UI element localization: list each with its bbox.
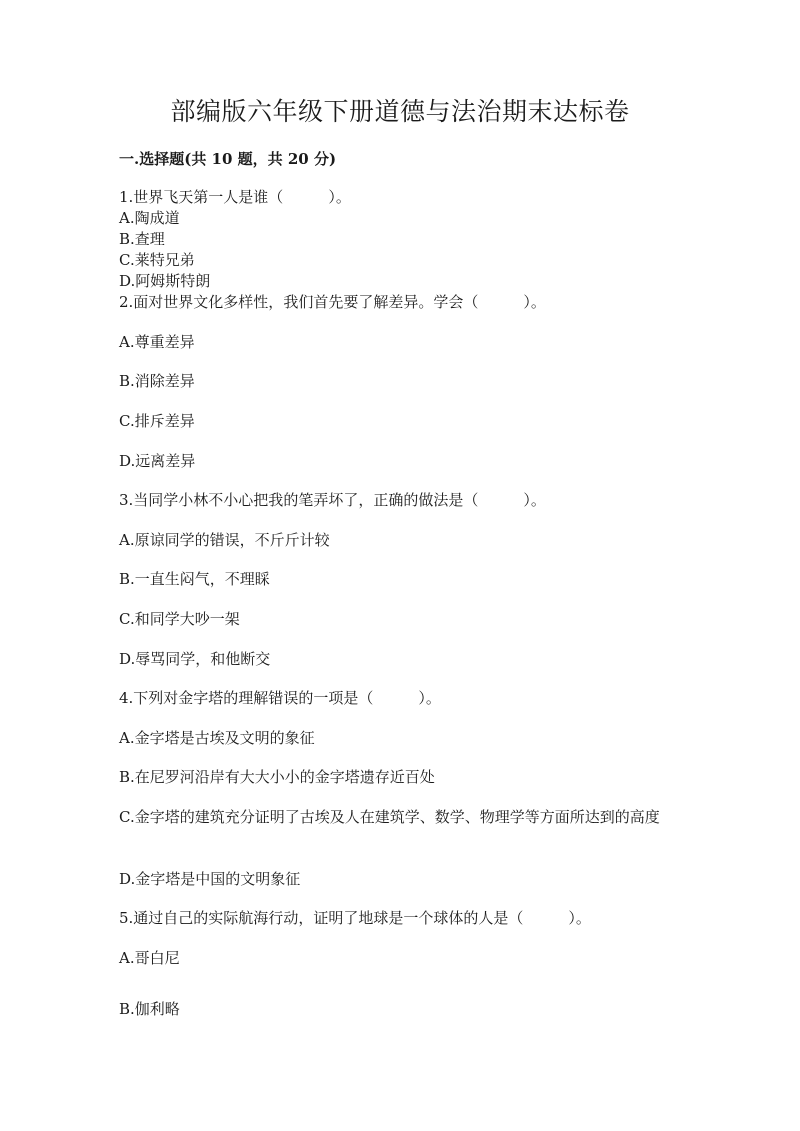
- question-4-option-b: B.在尼罗河沿岸有大大小小的金字塔遗存近百处: [119, 768, 435, 786]
- question-1-stem: 1.世界飞天第一人是谁（ ）。: [119, 188, 351, 206]
- question-4-option-d: D.金字塔是中国的文明象征: [119, 870, 301, 888]
- question-3-option-a: A.原谅同学的错误，不斤斤计较: [119, 531, 330, 549]
- question-3-stem: 3.当同学小林不小心把我的笔弄坏了，正确的做法是（ ）。: [119, 491, 546, 509]
- question-2-option-d: D.远离差异: [119, 452, 196, 470]
- question-1-option-b: B.查理: [119, 230, 165, 248]
- question-5-option-b: B.伽利略: [119, 1000, 180, 1018]
- question-1-option-c: C.莱特兄弟: [119, 251, 195, 269]
- question-4-option-c: C.金字塔的建筑充分证明了古埃及人在建筑学、数学、物理学等方面所达到的高度: [119, 808, 660, 826]
- question-2-option-b: B.消除差异: [119, 372, 195, 390]
- question-3-option-b: B.一直生闷气，不理睬: [119, 570, 270, 588]
- question-3-option-d: D.辱骂同学，和他断交: [119, 650, 271, 668]
- question-4-stem: 4.下列对金字塔的理解错误的一项是（ ）。: [119, 689, 441, 707]
- question-2-option-c: C.排斥差异: [119, 412, 195, 430]
- page-title: 部编版六年级下册道德与法治期末达标卷: [170, 97, 630, 126]
- question-5-option-a: A.哥白尼: [119, 949, 180, 967]
- question-2-stem: 2.面对世界文化多样性，我们首先要了解差异。学会（ ）。: [119, 293, 546, 311]
- question-1-option-a: A.陶成道: [119, 209, 180, 227]
- question-2-option-a: A.尊重差异: [119, 333, 195, 351]
- section-heading: 一.选择题(共 10 题，共 20 分): [119, 150, 337, 168]
- question-4-option-a: A.金字塔是古埃及文明的象征: [119, 729, 315, 747]
- question-1-option-d: D.阿姆斯特朗: [119, 272, 211, 290]
- question-3-option-c: C.和同学大吵一架: [119, 610, 240, 628]
- question-5-stem: 5.通过自己的实际航海行动，证明了地球是一个球体的人是（ ）。: [119, 909, 591, 927]
